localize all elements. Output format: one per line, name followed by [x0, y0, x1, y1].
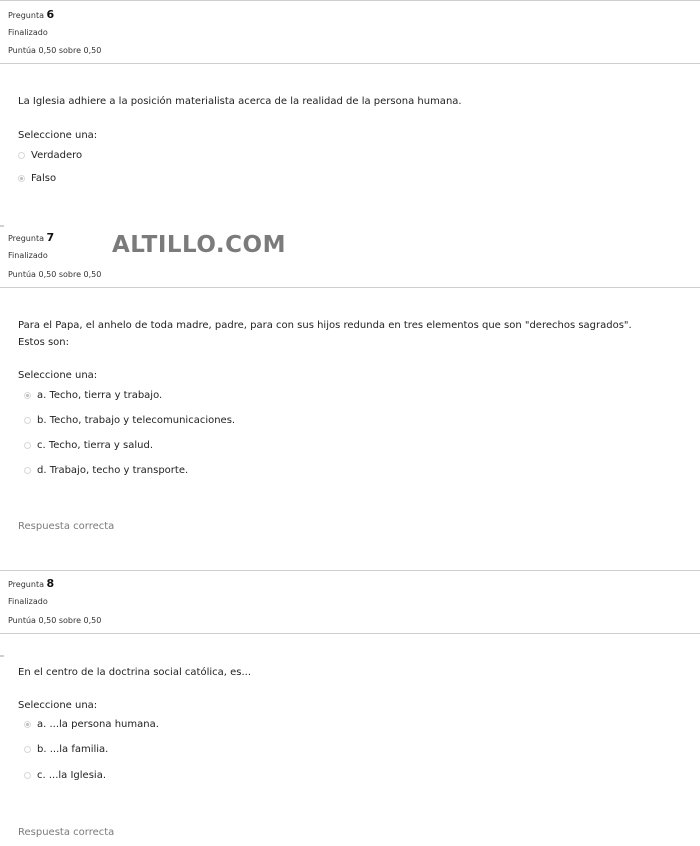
q6-option-true[interactable] [18, 150, 82, 161]
q6-left-marker [0, 225, 4, 227]
q8-header [8, 577, 54, 590]
q6-label: Pregunta [8, 11, 44, 20]
q7-header [8, 231, 54, 244]
q7-option-c-label: c. Techo, tierra y salud. [37, 440, 154, 451]
q6-number: 6 [46, 8, 55, 21]
q6-question-text: La Iglesia adhiere a la posición materialista acerca de la realidad de la persona humana. [18, 96, 462, 107]
q7-question-line1: Para el Papa, el anhelo de toda madre, padre, para con sus hijos redunda en tres elementos que son "derechos sagrados". [18, 320, 632, 331]
q6-option-true-label: Verdadero [31, 150, 83, 161]
q7-bottom-divider [0, 570, 700, 571]
q8-number: 8 [46, 577, 55, 590]
q8-option-a-radio[interactable] [24, 721, 31, 728]
q6-header [8, 8, 54, 21]
q8-feedback: Respuesta correcta [18, 827, 115, 838]
q8-question-text: En el centro de la doctrina social católica, es... [18, 667, 252, 678]
q7-state: Finalizado [8, 251, 48, 260]
q8-option-b-label: b. ...la familia. [37, 744, 109, 755]
q7-select-label: Seleccione una: [18, 370, 98, 381]
q8-option-b[interactable] [24, 744, 108, 755]
q7-question-line2: Estos son: [18, 337, 69, 348]
q6-option-false[interactable] [18, 173, 56, 184]
q7-option-c[interactable] [24, 440, 153, 451]
q7-option-b[interactable] [24, 415, 235, 426]
q6-option-true-radio[interactable] [18, 152, 25, 159]
q8-label: Pregunta [8, 580, 44, 589]
q7-option-b-label: b. Techo, trabajo y telecomunicaciones. [37, 415, 236, 426]
q7-option-b-radio[interactable] [24, 417, 31, 424]
q7-score: Puntúa 0,50 sobre 0,50 [8, 270, 102, 279]
q7-option-a-radio[interactable] [24, 392, 31, 399]
q7-option-c-radio[interactable] [24, 442, 31, 449]
q8-option-a[interactable] [24, 719, 159, 730]
q7-divider [0, 287, 700, 288]
q7-option-a-label: a. Techo, tierra y trabajo. [37, 390, 163, 401]
q7-label: Pregunta [8, 234, 44, 243]
q7-option-a[interactable] [24, 390, 162, 401]
q6-divider [0, 63, 700, 64]
q8-state: Finalizado [8, 597, 48, 606]
altillo-watermark: ALTILLO.COM [112, 232, 286, 258]
q7-option-d-radio[interactable] [24, 467, 31, 474]
q8-divider [0, 633, 700, 634]
q8-select-label: Seleccione una: [18, 700, 98, 711]
q8-option-c[interactable] [24, 770, 106, 781]
q6-option-false-label: Falso [31, 173, 57, 184]
q6-option-false-radio[interactable] [18, 175, 25, 182]
q8-score: Puntúa 0,50 sobre 0,50 [8, 616, 102, 625]
q8-option-c-label: c. ...la Iglesia. [37, 770, 106, 781]
q6-select-label: Seleccione una: [18, 130, 98, 141]
q7-feedback: Respuesta correcta [18, 521, 115, 532]
q8-option-c-radio[interactable] [24, 772, 31, 779]
top-divider [0, 0, 700, 1]
q7-number: 7 [46, 231, 55, 244]
q7-option-d[interactable] [24, 465, 188, 476]
q8-left-marker [0, 655, 4, 657]
q6-state: Finalizado [8, 28, 48, 37]
q6-score: Puntúa 0,50 sobre 0,50 [8, 46, 102, 55]
q8-option-b-radio[interactable] [24, 746, 31, 753]
q8-option-a-label: a. ...la persona humana. [37, 719, 159, 730]
q7-option-d-label: d. Trabajo, techo y transporte. [37, 465, 189, 476]
